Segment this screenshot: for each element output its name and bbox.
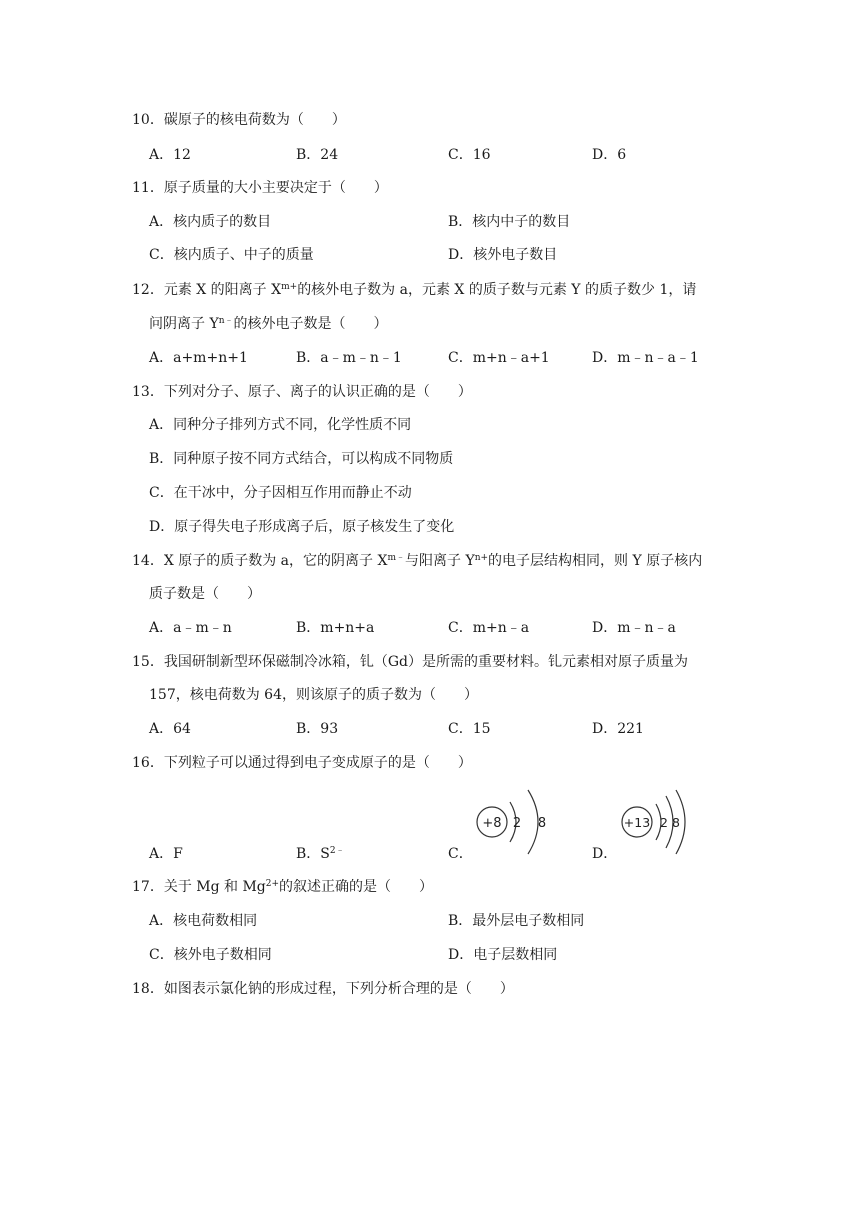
shell-1-electrons: 2 [512, 816, 522, 831]
q17-option-a: A．核电荷数相同 [149, 913, 258, 929]
q14-option-b: B．m+n+a [296, 620, 375, 636]
q15-option-a: A．64 [149, 721, 191, 737]
q17-stem-part2: 的叙述正确的是（ ） [279, 879, 434, 895]
q17-stem-part1: 17．关于 Mg 和 Mg [132, 879, 266, 895]
q17-option-b: B．最外层电子数相同 [448, 913, 585, 929]
q17-option-d: D．电子层数相同 [448, 947, 558, 963]
question-18-stem: 18．如图表示氯化钠的形成过程，下列分析合理的是（ ） [132, 981, 514, 997]
q12-option-d: D．m﹣n﹣a﹣1 [592, 350, 699, 366]
q10-option-b: B．24 [296, 147, 339, 163]
question-13-stem: 13．下列对分子、原子、离子的认识正确的是（ ） [132, 384, 472, 400]
q12-stem-part2: 的核外电子数为 a，元素 X 的质子数与元素 Y 的质子数少 1，请 [297, 282, 697, 298]
q14-superscript-1: m﹣ [387, 553, 405, 563]
nucleus-charge: +13 [623, 815, 651, 830]
q14-option-d: D．m﹣n﹣a [592, 620, 676, 636]
q16-option-c-atom-diagram [470, 786, 560, 858]
q14-superscript-2: n+ [474, 553, 489, 563]
q16-option-b-superscript: 2﹣ [329, 846, 345, 856]
q10-option-c: C．16 [448, 147, 491, 163]
q16-option-b-label: B．S [296, 846, 330, 862]
q12-option-b: B．a﹣m﹣n﹣1 [296, 350, 402, 366]
q16-option-d-label: D． [592, 846, 618, 862]
q14-stem-part2: 与阳离子 Y [405, 553, 475, 569]
question-16-stem: 16．下列粒子可以通过得到电子变成原子的是（ ） [132, 755, 472, 771]
q12-line2-part1: 问阴离子 Y [149, 316, 219, 332]
question-15-stem: 15．我国研制新型环保磁制冷冰箱，钆（Gd）是所需的重要材料。钆元素相对原子质量为 [132, 654, 688, 670]
q12-superscript-2: n﹣ [218, 316, 234, 326]
question-14-stem [132, 551, 702, 571]
shell-1-electrons: 2 [660, 815, 668, 830]
question-14-stem-line2: 质子数是（ ） [149, 586, 261, 602]
q16-option-d-atom-diagram [618, 786, 702, 858]
question-17-stem [132, 877, 433, 897]
q14-option-c: C．m+n﹣a [448, 620, 530, 636]
q16-option-c-label: C． [448, 846, 473, 862]
q11-option-a: A．核内质子的数目 [149, 214, 272, 230]
shell-2-electrons: 8 [672, 815, 680, 830]
nucleus-charge: +8 [482, 816, 502, 831]
electron-shell-2 [528, 790, 538, 854]
q10-option-a: A．12 [149, 147, 191, 163]
q14-stem-part3: 的电子层结构相同，则 Y 原子核内 [488, 553, 703, 569]
q13-option-a: A．同种分子排列方式不同，化学性质不同 [149, 417, 412, 433]
question-12-stem [132, 280, 696, 300]
q12-stem-part1: 12．元素 X 的阳离子 X [132, 282, 282, 298]
shell-2-electrons: 8 [537, 816, 547, 831]
q15-option-c: C．15 [448, 721, 491, 737]
q16-option-b [296, 844, 345, 864]
q12-option-c: C．m+n﹣a+1 [448, 350, 550, 366]
question-11-stem: 11．原子质量的大小主要决定于（ ） [132, 180, 388, 196]
q14-stem-part1: 14．X 原子的质子数为 a，它的阴离子 X [132, 553, 388, 569]
q12-option-a: A．a+m+n+1 [149, 350, 248, 366]
q11-option-d: D．核外电子数目 [448, 247, 558, 263]
q11-option-c: C．核内质子、中子的质量 [149, 247, 314, 263]
q13-option-b: B．同种原子按不同方式结合，可以构成不同物质 [149, 451, 454, 467]
question-15-stem-line2: 157，核电荷数为 64，则该原子的质子数为（ ） [149, 687, 478, 703]
q10-option-d: D．6 [592, 147, 627, 163]
q13-option-d: D．原子得失电子形成离子后，原子核发生了变化 [149, 519, 455, 535]
q16-option-a: A．F [149, 846, 183, 862]
q12-line2-part2: 的核外电子数是（ ） [233, 316, 388, 332]
q13-option-c: C．在干冰中，分子因相互作用而静止不动 [149, 485, 412, 501]
q15-option-d: D．221 [592, 721, 644, 737]
q15-option-b: B．93 [296, 721, 339, 737]
question-12-stem-line2 [149, 314, 388, 334]
q17-superscript: 2+ [265, 879, 280, 889]
q11-option-b: B．核内中子的数目 [448, 214, 571, 230]
q12-superscript-1: m+ [281, 282, 298, 292]
question-10-stem: 10．碳原子的核电荷数为（ ） [132, 112, 346, 128]
q14-option-a: A．a﹣m﹣n [149, 620, 232, 636]
q17-option-c: C．核外电子数相同 [149, 947, 272, 963]
